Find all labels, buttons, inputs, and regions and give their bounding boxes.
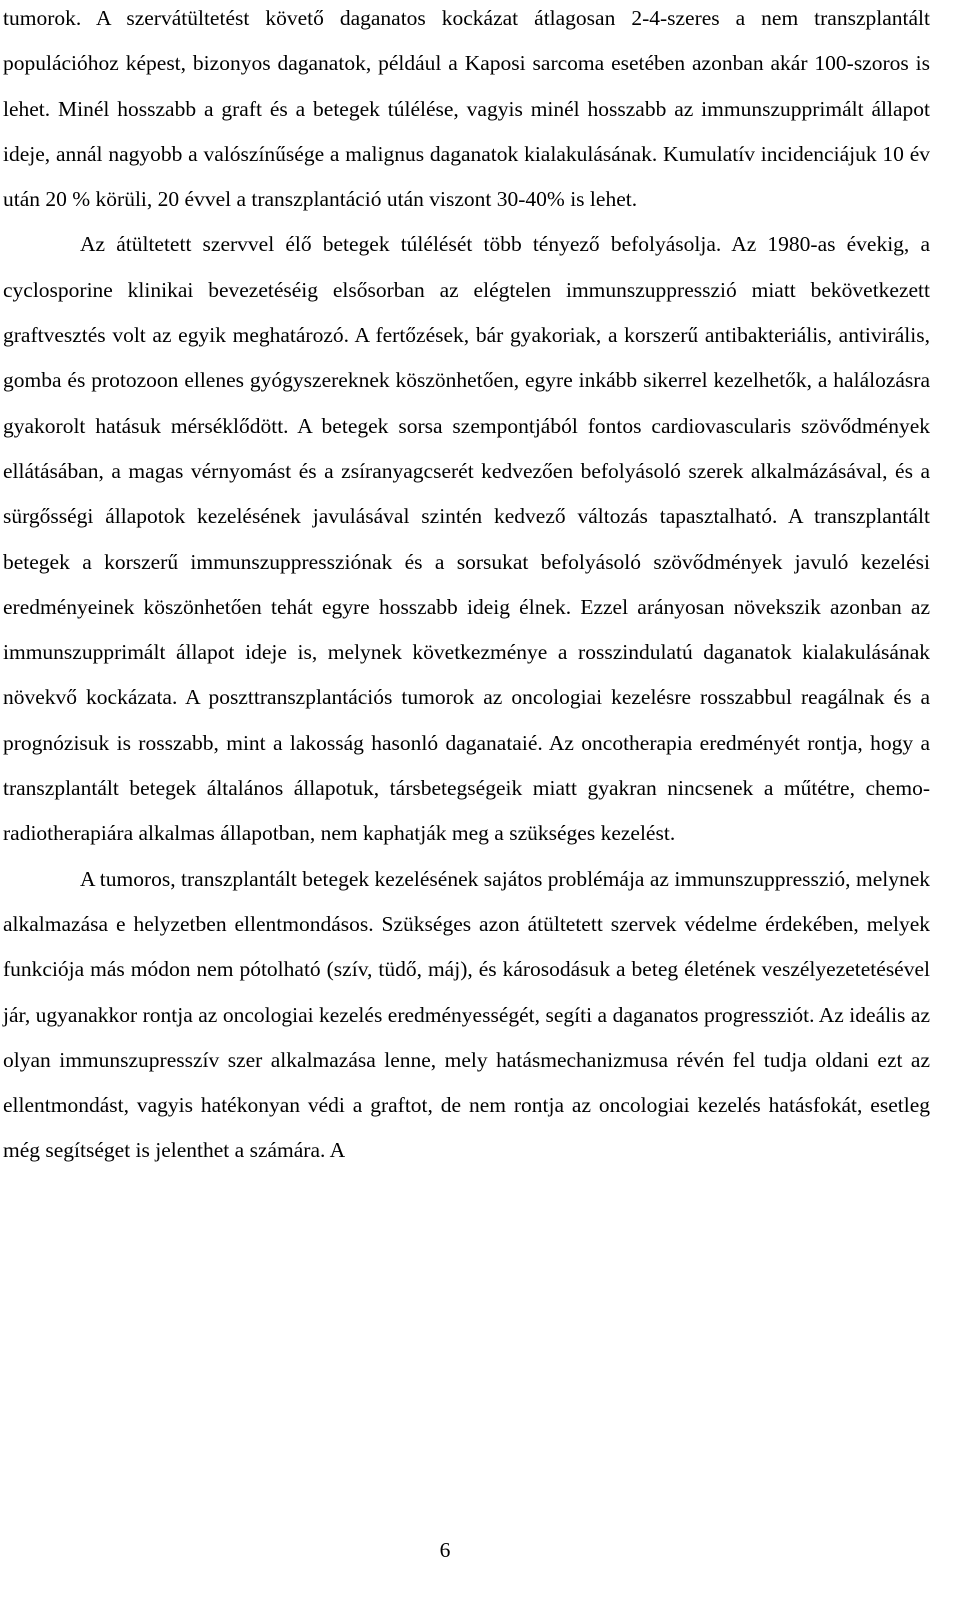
body-text [3,0,930,1174]
paragraph-1: tumorok. A szervátültetést követő daganatos kockázat átlagosan 2-4-szeres a nem transzplantált populációhoz képest, bizonyos daganatok, például a Kaposi sarcoma esetében azonban akár 100-szoros is lehet. Minél hosszabb a graft és a betegek túlélése, vagyis minél hosszabb az immunszupprimált állapot ideje, annál nagyobb a valószínűsége a malignus daganatok kialakulásának. Kumulatív incidenciájuk 10 év után 20 % körüli, 20 évvel a transzplantáció után viszont 30-40% is lehet. [3,6,930,212]
paragraph-2: Az átültetett szervvel élő betegek túlélését több tényező befolyásolja. Az 1980-as évekig, a cyclosporine klinikai bevezetéséig elsősorban az elégtelen immunszuppresszió miatt bekövetkezett graftvesztés volt az egyik meghatározó. A fertőzések, bár gyakoriak, a korszerű antibakteriális, antivirális, gomba és protozoon ellenes gyógyszereknek köszönhetően, egyre inkább sikerrel kezelhetők, a halálozásra gyakorolt hatásuk mérséklődött. A betegek sorsa szempontjából fontos cardiovascularis szövődmények ellátásában, a magas vérnyomást és a zsíranyagcserét kedvezően befolyásoló szerek alkalmázásával, és a sürgősségi állapotok kezelésének javulásával szintén kedvező változás tapasztalható. A transzplantált betegek a korszerű immunszuppressziónak és a sorsukat befolyásoló szövődmények javuló kezelési eredményeinek köszönhetően tehát egyre hosszabb ideig élnek. Ezzel arányosan növekszik azonban az immunszupprimált állapot ideje is, melynek következménye a rosszindulatú daganatok kialakulásának növekvő kockázata. A poszttranszplantációs tumorok az oncologiai kezelésre rosszabbul reagálnak és a prognózisuk is rosszabb, mint a lakosság hasonló daganataié. Az oncotherapia eredményét rontja, hogy a transzplantált betegek általános állapotuk, társbetegségeik miatt gyakran nincsenek a műtétre, chemo-radiotherapiára alkalmas állapotban, nem kaphatják meg a szükséges kezelést. [3,232,930,846]
paragraph-3: A tumoros, transzplantált betegek kezelésének sajátos problémája az immunszuppresszió, melynek alkalmazása e helyzetben ellentmondásos. Szükséges azon átültetett szervek védelme érdekében, melyek funkciója más módon nem pótolható (szív, tüdő, máj), és károsodásuk a beteg életének veszélyezetetésével jár, ugyanakkor rontja az oncologiai kezelés eredményességét, segíti a daganatos progressziót. Az ideális az olyan immunszupresszív szer alkalmazása lenne, mely hatásmechanizmusa révén fel tudja oldani ezt az ellentmondást, vagyis hatékonyan védi a graftot, de nem rontja az oncologiai kezelés hatásfokát, esetleg még segítséget is jelenthet a számára. A [3,866,930,1163]
page-number: 6 [439,1538,451,1562]
